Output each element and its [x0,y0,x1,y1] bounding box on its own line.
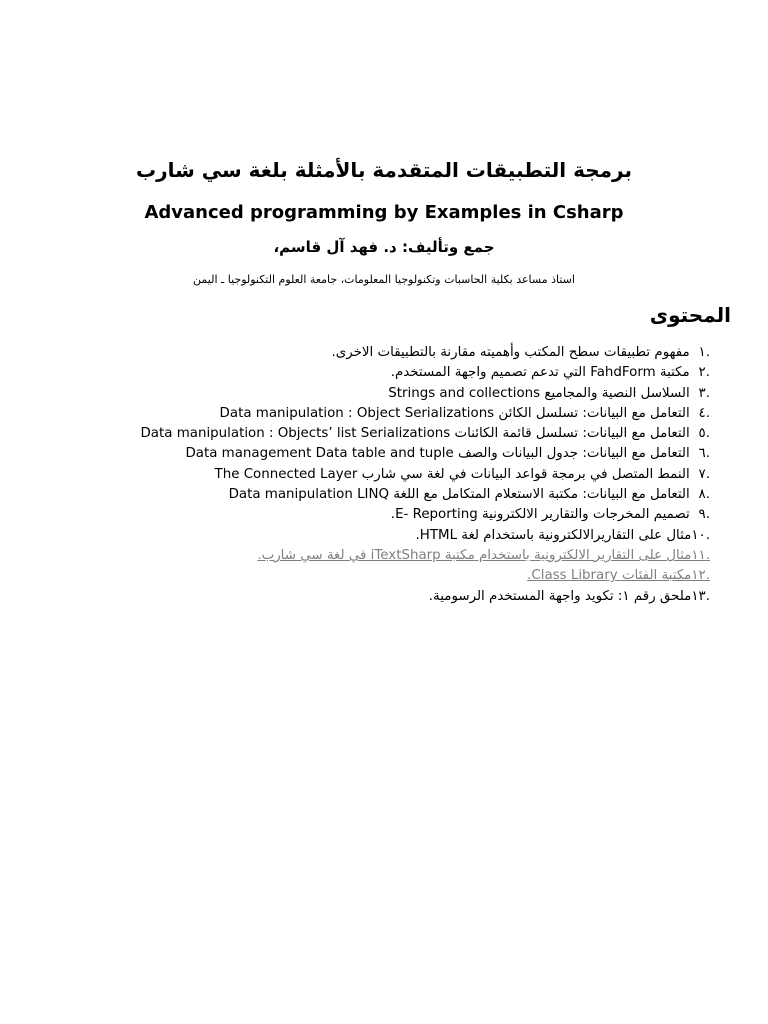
toc-item [20,526,710,546]
toc-item-number: .٦ [698,446,710,462]
toc-item [20,404,710,424]
toc-item [20,485,710,505]
toc-item-text: تصميم المخرجات والتقارير الالكترونية E- Reporting. [390,507,690,523]
toc-item-text: التعامل مع البيانات: جدول البيانات والصف Data management Data table and tuple [185,446,690,462]
toc-item-number: .١ [698,345,710,360]
toc-item-text: مثال على التقاريرالالكترونية باستخدام لغة HTML. [415,527,692,543]
toc-item-number: .٢ [698,365,710,381]
toc-item-text: التعامل مع البيانات: مكتبة الاستعلام المتكامل مع اللغة Data manipulation LINQ [228,487,690,503]
toc-item-link[interactable] [20,546,710,566]
document-title-arabic: برمجة التطبيقات المتقدمة بالأمثلة بلغة سي شارب [136,158,632,182]
toc-item-text: السلاسل النصية والمجاميع Strings and collections [388,385,690,401]
toc-item [20,363,710,383]
author-line: جمع وتأليف: د. فهد آل قاسم، [273,238,495,256]
toc-item-text: التعامل مع البيانات: تسلسل الكائن Data manipulation : Object Serializations [219,405,690,421]
toc-link-itextsharp[interactable]: مثال على التقارير الالكترونية باستخدام مكتبة iTextSharp في لغة سي شارب. [257,547,692,563]
document-title-english: Advanced programming by Examples in Csharp [144,202,624,223]
author-affiliation: استاذ مساعد بكلية الحاسبات وتكنولوجيا المعلومات، جامعة العلوم التكنولوجيا ـ اليمن [193,273,575,286]
toc-item [20,465,710,485]
toc-item-number: .٣ [698,385,710,401]
toc-item-text: النمط المتصل في برمجة قواعد البيانات في لغة سي شارب The Connected Layer [214,466,690,482]
toc-item-number: .٧ [698,466,710,482]
toc-item [20,505,710,525]
toc-item-text: ملحق رقم ١: تكويد واجهة المستخدم الرسومية. [428,588,692,604]
toc-item-number: .٨ [698,487,710,503]
toc-item-number: .١٣ [691,588,710,604]
toc-item-number: .٩ [698,507,710,523]
toc-item-text: مكتبة FahdForm التي تدعم تصميم واجهة المستخدم. [390,365,690,381]
toc-item [20,343,710,363]
toc-item [20,424,710,444]
toc-heading: المحتوى [649,303,731,327]
toc-item [20,444,710,464]
toc-item-number: .١١ [691,547,710,563]
toc-item [20,384,710,404]
toc-item-link[interactable] [20,566,710,586]
toc-item-text: التعامل مع البيانات: تسلسل قائمة الكائنات Data manipulation : Objects’ list Serializations [140,426,690,442]
toc-item-number: .١٢ [691,568,710,584]
toc-item-number: .٤ [698,405,710,421]
toc-item-text: مفهوم تطبيقات سطح المكتب وأهميته مقارنة بالتطبيقات الاخرى. [331,345,690,360]
table-of-contents [20,343,710,607]
toc-item-number: .٥ [698,426,710,442]
toc-link-class-library[interactable]: مكتبة الفئات Class Library. [527,568,692,584]
toc-item-number: .١٠ [691,527,710,543]
toc-item [20,587,710,607]
